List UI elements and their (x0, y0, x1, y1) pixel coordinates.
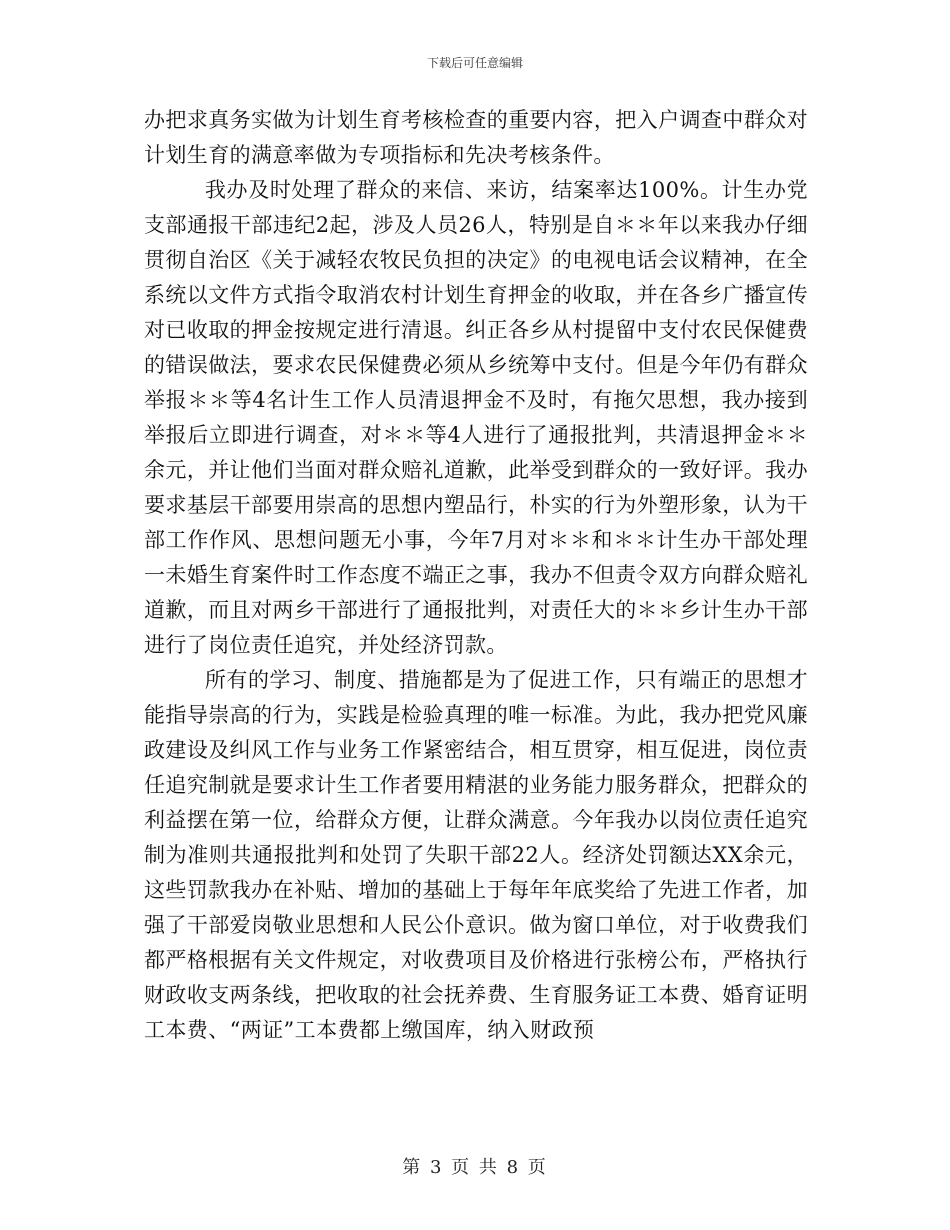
document-body (144, 103, 808, 1048)
page-header: 下载后可任意编辑 (426, 56, 523, 70)
paragraph-3: 所有的学习、制度、措施都是为了促进工作，只有端正的思想才能指导崇高的行为，实践是检验真理的唯一标准。为此，我办把党风廉政建设及纠风工作与业务工作紧密结合，相互贯穿，相互促进，岗位责任追究制就是要求计生工作者要用精湛的业务能力服务群众，把群众的利益摆在第一位，给群众方便，让群众满意。今年我办以岗位责任追究制为准则共通报批判和处罚了失职干部22人。经济处罚额达XX余元，这些罚款我办在补贴、增加的基础上于每年年底奖给了先进工作者，加强了干部爱岗敬业思想和人民公仆意识。做为窗口单位，对于收费我们都严格根据有关文件规定，对收费项目及价格进行张榜公布，严格执行财政收支两条线，把收取的社会抚养费、生育服务证工本费、婚育证明工本费、“两证”工本费都上缴国库，纳入财政预 (144, 668, 808, 1042)
page-number-footer: 第 3 页 共 8 页 (402, 1157, 548, 1178)
paragraph-2: 我办及时处理了群众的来信、来访，结案率达100%。计生办党支部通报干部违纪2起，涉及人员26人，特别是自＊＊年以来我办仔细贯彻自治区《关于减轻农牧民负担的决定》的电视电话会议精神，在全系统以文件方式指令取消农村计划生育押金的收取，并在各乡广播宣传对已收取的押金按规定进行清退。纠正各乡从村提留中支付农民保健费的错误做法，要求农民保健费必须从乡统筹中支付。但是今年仍有群众举报＊＊等4名计生工作人员清退押金不及时，有拖欠思想，我办接到举报后立即进行调查，对＊＊等4人进行了通报批判，共清退押金＊＊余元，并让他们当面对群众赔礼道歉，此举受到群众的一致好评。我办要求基层干部要用崇高的思想内塑品行，朴实的行为外塑形象，认为干部工作作风、思想问题无小事，今年7月对＊＊和＊＊计生办干部处理一未婚生育案件时工作态度不端正之事，我办不但责令双方向群众赔礼道歉，而且对两乡干部进行了通报批判，对责任大的＊＊乡计生办干部进行了岗位责任追究，并处经济罚款。 (144, 178, 808, 657)
paragraph-1: 办把求真务实做为计划生育考核检查的重要内容，把入户调查中群众对计划生育的满意率做为专项指标和先决考核条件。 (144, 108, 808, 167)
